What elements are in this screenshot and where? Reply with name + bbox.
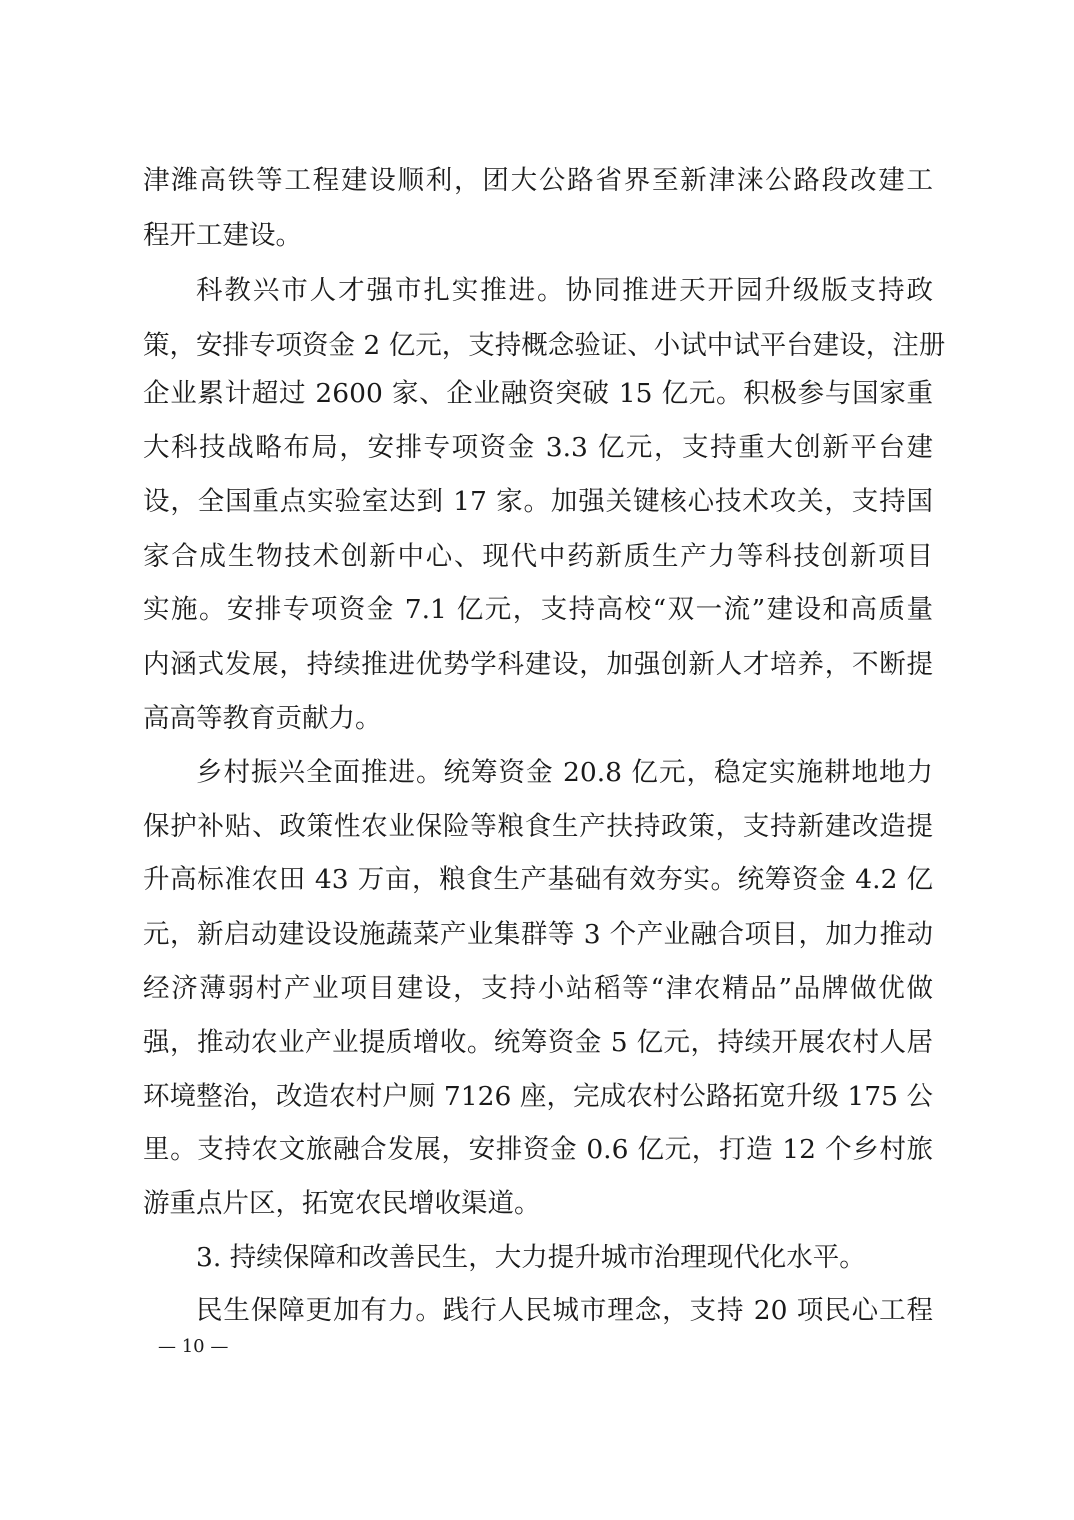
text-line: 经济薄弱村产业项目建设，支持小站稻等“津农精品”品牌做优做 [143,973,933,1004]
text-line: 内涵式发展，持续推进优势学科建设，加强创新人才培养，不断提 [143,649,933,680]
section-heading: 3. 持续保障和改善民生，大力提升城市治理现代化水平。 [196,1242,866,1273]
text-line: 津潍高铁等工程建设顺利，团大公路省界至新津涞公路段改建工 [143,165,933,196]
text-line: 家合成生物技术创新中心、现代中药新质生产力等科技创新项目 [143,541,933,572]
text-line: 游重点片区，拓宽农民增收渠道。 [143,1188,541,1219]
paragraph-start-line: 民生保障更加有力。践行人民城市理念，支持 20 项民心工程 [196,1295,933,1326]
text-line: 保护补贴、政策性农业保险等粮食生产扶持政策，支持新建改造提 [143,811,933,842]
paragraph-start-line: 乡村振兴全面推进。统筹资金 20.8 亿元，稳定实施耕地地力 [196,757,933,788]
text-line: 升高标准农田 43 万亩，粮食生产基础有效夯实。统筹资金 4.2 亿 [143,864,933,895]
text-line: 大科技战略布局，安排专项资金 3.3 亿元，支持重大创新平台建 [143,432,933,463]
text-line: 实施。安排专项资金 7.1 亿元，支持高校“双一流”建设和高质量 [143,594,933,625]
text-line: 里。支持农文旅融合发展，安排资金 0.6 亿元，打造 12 个乡村旅 [143,1134,933,1165]
text-line: 强，推动农业产业提质增收。统筹资金 5 亿元，持续开展农村人居 [143,1027,933,1058]
text-line: 设，全国重点实验室达到 17 家。加强关键核心技术攻关，支持国 [143,486,933,517]
page-number: — 10 — [158,1336,229,1357]
text-line: 策，安排专项资金 2 亿元，支持概念验证、小试中试平台建设，注册 [143,330,946,361]
text-line: 程开工建设。 [143,220,302,251]
text-line: 元，新启动建设设施蔬菜产业集群等 3 个产业融合项目，加力推动 [143,919,933,950]
text-line: 高高等教育贡献力。 [143,703,382,734]
text-line: 企业累计超过 2600 家、企业融资突破 15 亿元。积极参与国家重 [143,378,933,409]
text-line: 环境整治，改造农村户厕 7126 座，完成农村公路拓宽升级 175 公 [143,1081,933,1112]
paragraph-start-line: 科教兴市人才强市扎实推进。协同推进天开园升级版支持政 [196,275,933,306]
